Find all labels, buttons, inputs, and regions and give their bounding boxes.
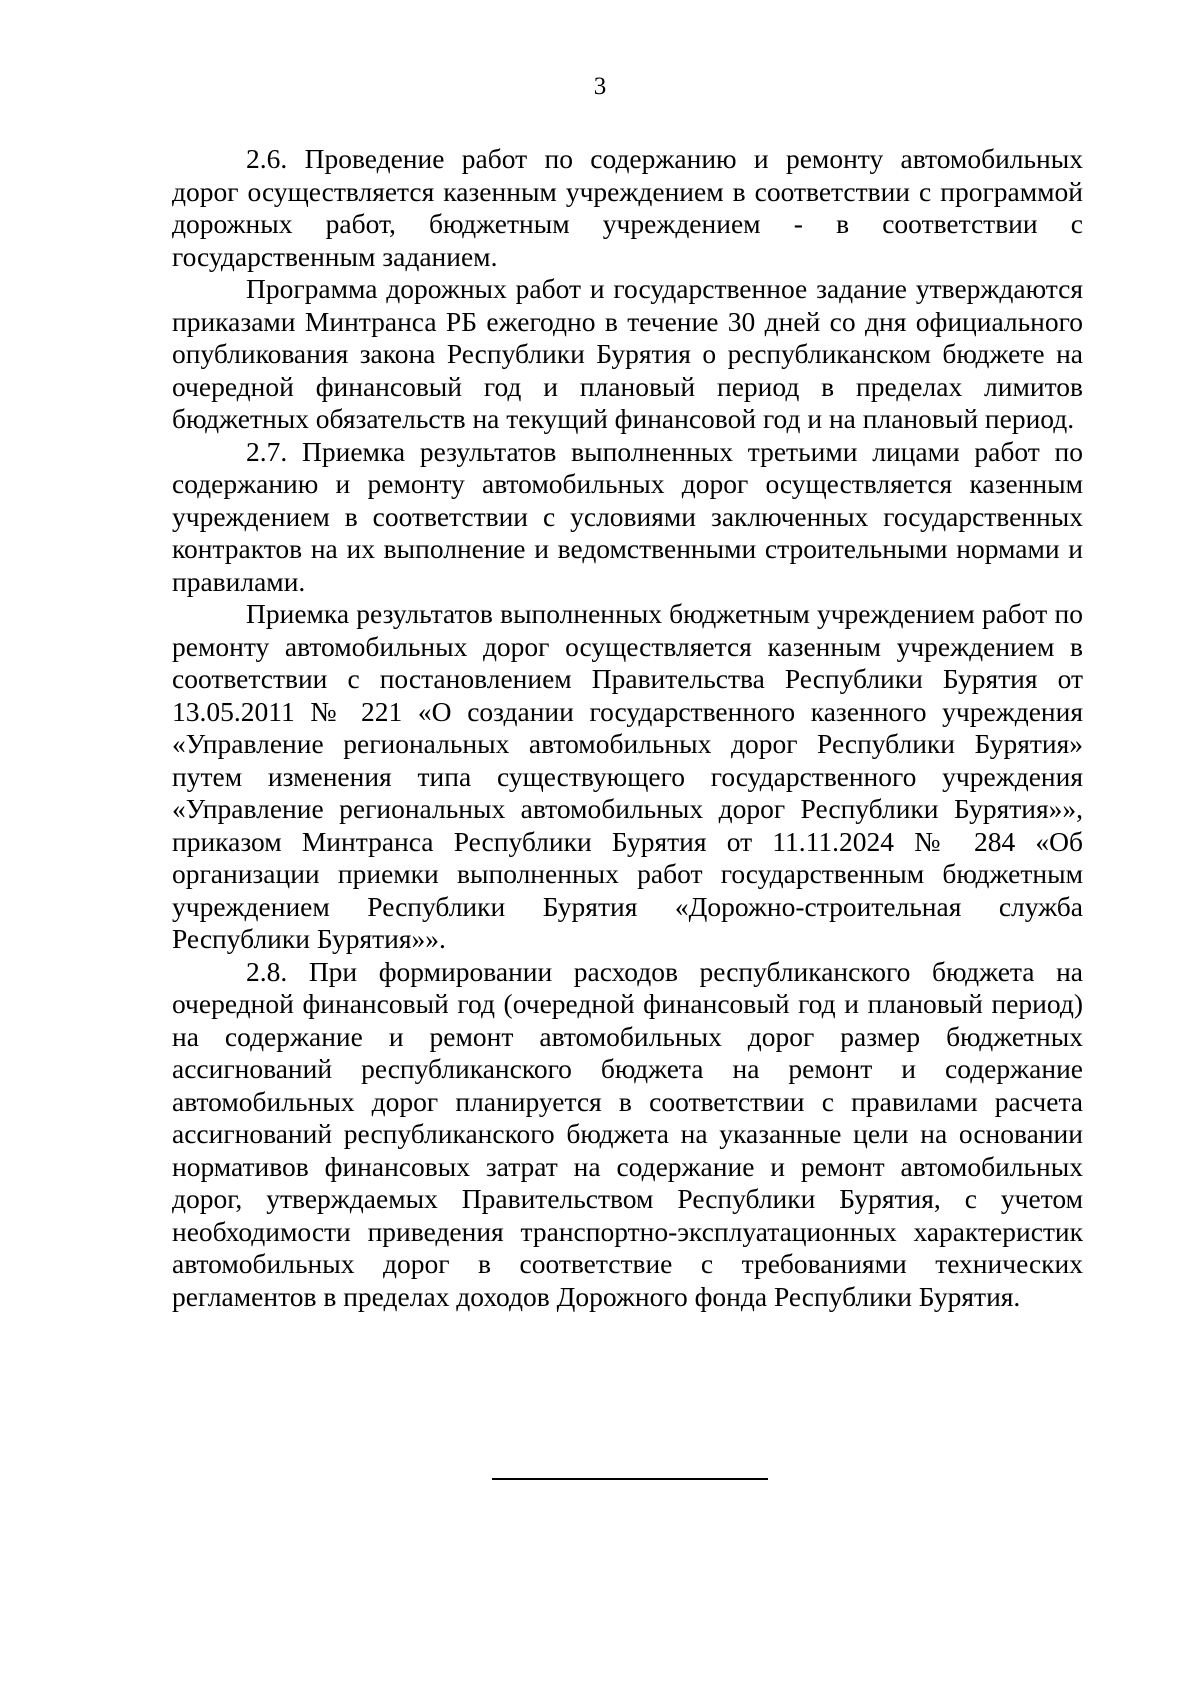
end-divider — [492, 1478, 768, 1480]
paragraph-2-7: 2.7. Приемка результатов выполненных третьими лицами работ по содержанию и ремонту автомобильных дорог осуществляется казенным учреждением в соответствии с условиями заключенных государственных контрактов на их выполнение и ведомственными строительными нормами и правилами. — [172, 435, 1083, 597]
document-body — [172, 143, 1083, 1313]
paragraph-2-8: 2.8. При формировании расходов республиканского бюджета на очередной финансовый год (очередной финансовый год и плановый период) на содержание и ремонт автомобильных дорог размер бюджетных ассигнований республиканского бюджета на ремонт и содержание автомобильных дорог планируется в соответствии с правилами расчета ассигнований республиканского бюджета на указанные цели на основании нормативов финансовых затрат на содержание и ремонт автомобильных дорог, утверждаемых Правительством Республики Бурятия, с учетом необходимости приведения транспортно-эксплуатационных характеристик автомобильных дорог в соответствие с требованиями технических регламентов в пределах доходов Дорожного фонда Республики Бурятия. — [172, 955, 1083, 1312]
paragraph-2-6: 2.6. Проведение работ по содержанию и ремонту автомобильных дорог осуществляется казенным учреждением в соответствии с программой дорожных работ, бюджетным учреждением - в соответствии с государственным заданием. — [172, 143, 1083, 272]
page-number: 3 — [593, 73, 607, 100]
paragraph-acceptance: Приемка результатов выполненных бюджетным учреждением работ по ремонту автомобильных дорог осуществляется казенным учреждением в соответствии с постановлением Правительства Республики Бурятия от 13.05.2011 № 221 «О создании государственного казенного учреждения «Управление региональных автомобильных дорог Республики Бурятия» путем изменения типа существующего государственного учреждения «Управление региональных автомобильных дорог Республики Бурятия»», приказом Минтранса Республики Бурятия от 11.11.2024 № 284 «Об организации приемки выполненных работ государственным бюджетным учреждением Республики Бурятия «Дорожно-строительная служба Республики Бурятия»». — [172, 598, 1083, 954]
paragraph-program-approval: Программа дорожных работ и государственное задание утверждаются приказами Минтранса РБ ежегодно в течение 30 дней со дня официального опубликования закона Республики Бурятия о республиканском бюджете на очередной финансовый год и плановый период в пределах лимитов бюджетных обязательств на текущий финансовой год и на плановый период. — [172, 273, 1083, 434]
